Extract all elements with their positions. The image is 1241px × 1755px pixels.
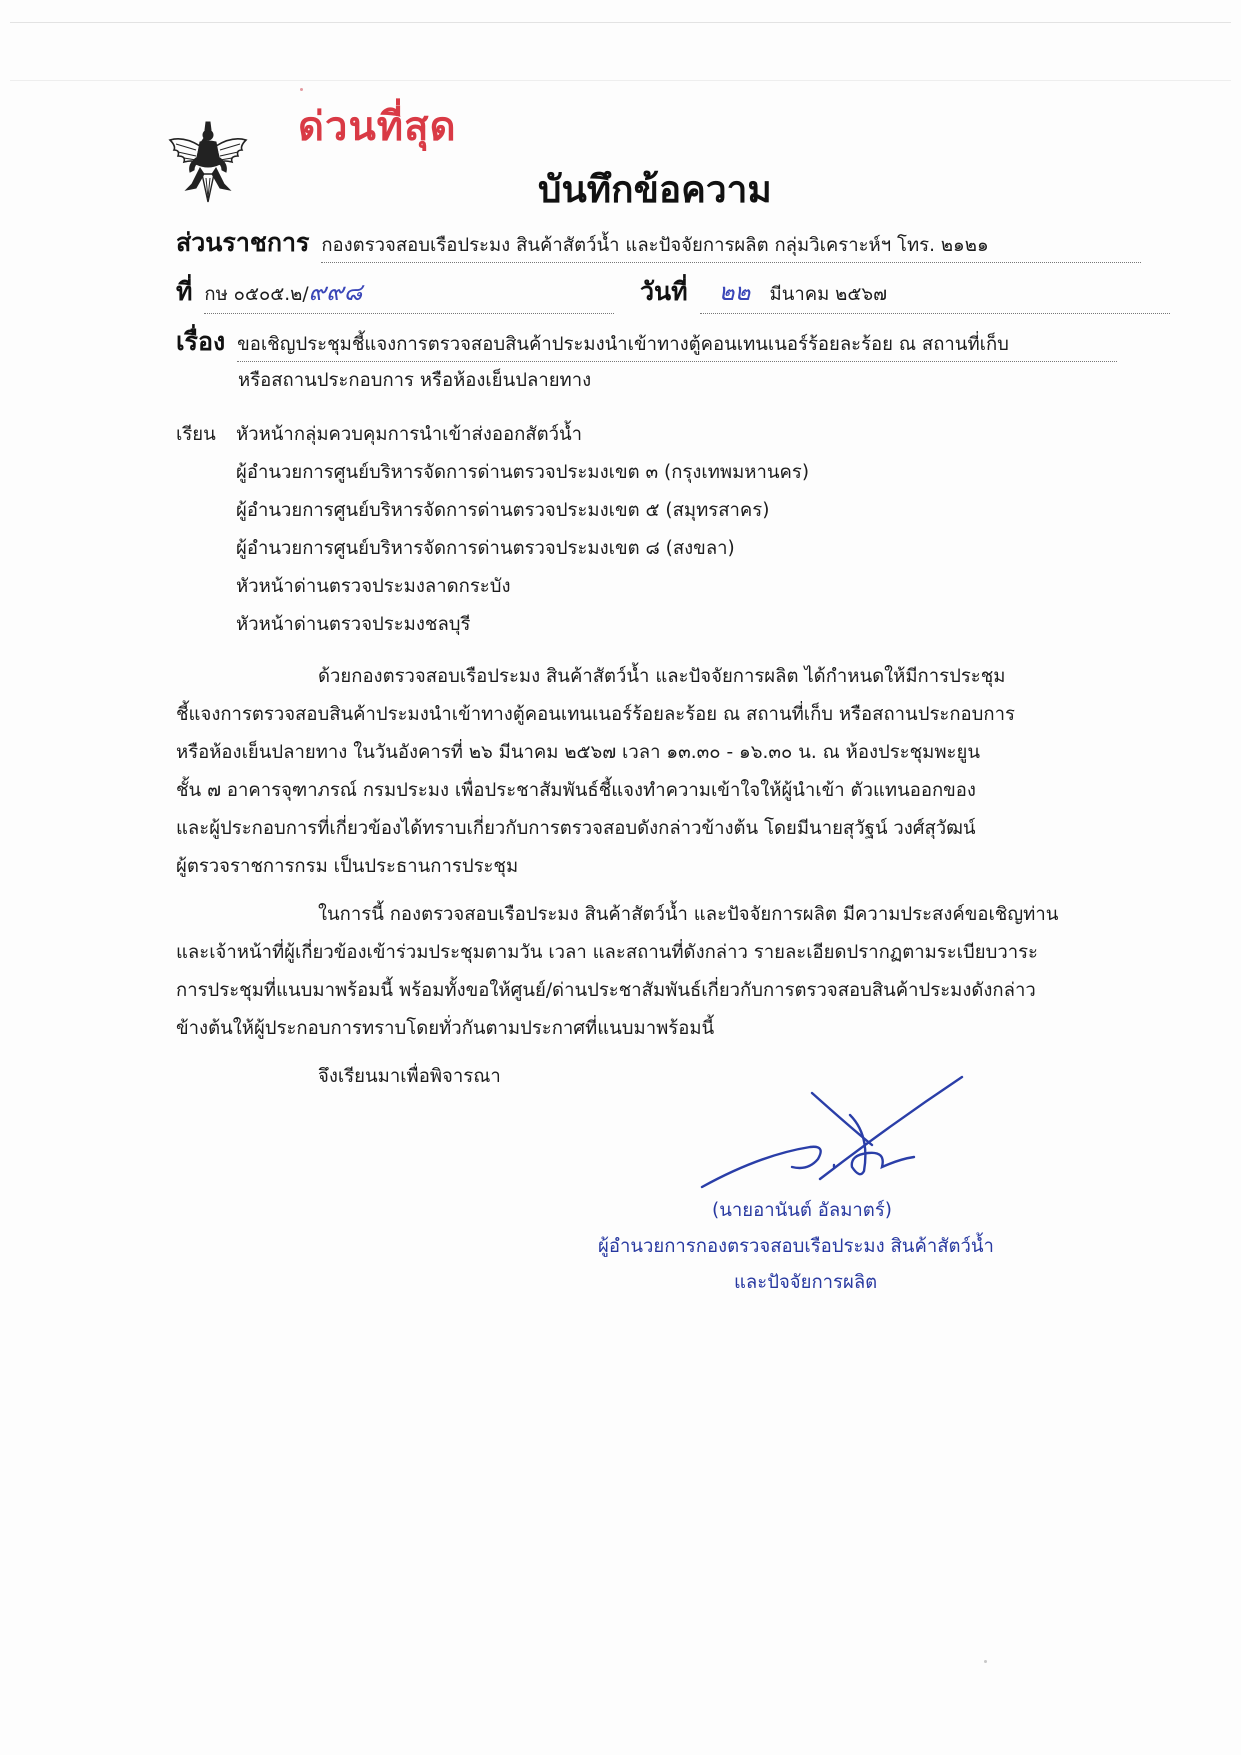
date-label: วันที่ [640,277,688,306]
reference-label: ที่ [176,277,193,306]
memo-title: บันทึกข้อความ [538,168,772,211]
department-row [176,223,1141,263]
reference-handwritten: ๙๙๘ [308,278,363,306]
paragraph-line: ผู้ตรวจราชการกรม เป็นประธานการประชุม [176,856,519,877]
date-text: มีนาคม ๒๕๖๗ [769,284,888,305]
reference-row [176,272,614,314]
paragraph-line: และเจ้าหน้าที่ผู้เกี่ยวข้องเข้าร่วมประชุมตามวัน เวลา และสถานที่ดังกล่าว รายละเอียดปรากฏตามระเบียบวาระ [176,942,1038,963]
subject-text-1: ขอเชิญประชุมชี้แจงการตรวจสอบสินค้าประมงนำเข้าทางตู้คอนเทนเนอร์ร้อยละร้อย ณ สถานที่เก็บ [237,334,1009,355]
paragraph-line: ข้างต้นให้ผู้ประกอบการทราบโดยทั่วกันตามประกาศที่แนบมาพร้อมนี้ [176,1018,715,1039]
scan-speck [984,1660,987,1663]
recipient-item: หัวหน้าด่านตรวจประมงลาดกระบัง [236,576,511,597]
subject-row [176,322,1117,362]
recipient-item: ผู้อำนวยการศูนย์บริหารจัดการด่านตรวจประมงเขต ๕ (สมุทรสาคร) [236,500,770,521]
signatory-title-2: และปัจจัยการผลิต [734,1272,878,1293]
scan-edge-line [10,80,1231,81]
reference-value [204,272,614,314]
signatory-name: (นายอานันต์ อัลมาตร์) [712,1200,892,1221]
recipient-item: ผู้อำนวยการศูนย์บริหารจัดการด่านตรวจประมงเขต ๓ (กรุงเทพมหานคร) [236,462,810,483]
garuda-emblem-icon [166,118,250,208]
closing-line: จึงเรียนมาเพื่อพิจารณา [318,1066,501,1087]
recipient-item: หัวหน้ากลุ่มควบคุมการนำเข้าส่งออกสัตว์น้ำ [236,424,583,445]
paragraph-line: ในการนี้ กองตรวจสอบเรือประมง สินค้าสัตว์น้ำ และปัจจัยการผลิต มีความประสงค์ขอเชิญท่าน [318,904,1059,925]
date-row [640,272,1170,314]
date-handwritten: ๒๒ [718,278,751,306]
subject-line-2: หรือสถานประกอบการ หรือห้องเย็นปลายทาง [238,370,592,391]
paragraph-line: ชี้แจงการตรวจสอบสินค้าประมงนำเข้าทางตู้คอนเทนเนอร์ร้อยละร้อย ณ สถานที่เก็บ หรือสถานประกอบการ [176,704,1015,725]
paragraph-line: ด้วยกองตรวจสอบเรือประมง สินค้าสัตว์น้ำ และปัจจัยการผลิต ได้กำหนดให้มีการประชุม [318,666,1006,687]
scan-speck [300,88,303,91]
department-text: กองตรวจสอบเรือประมง สินค้าสัตว์น้ำ และปัจจัยการผลิต กลุ่มวิเคราะห์ฯ โทร. ๒๑๒๑ [321,235,989,256]
date-value [700,272,1170,314]
signatory-title-1: ผู้อำนวยการกองตรวจสอบเรือประมง สินค้าสัตว์น้ำ [598,1236,994,1257]
reference-text: กษ ๐๕๐๕.๒/ [204,284,309,305]
subject-line-1 [237,330,1117,362]
recipient-item: หัวหน้าด่านตรวจประมงชลบุรี [236,614,471,635]
department-value [321,231,1141,263]
paragraph-line: หรือห้องเย็นปลายทาง ในวันอังคารที่ ๒๖ มีนาคม ๒๕๖๗ เวลา ๑๓.๓๐ - ๑๖.๓๐ น. ณ ห้องประชุมพะยูน [176,742,980,763]
paragraph-line: และผู้ประกอบการที่เกี่ยวข้องได้ทราบเกี่ยวกับการตรวจสอบดังกล่าวข้างต้น โดยมีนายสุวัฐน์ วงศ์สุวัฒน์ [176,818,976,839]
paragraph-line: การประชุมที่แนบมาพร้อมนี้ พร้อมทั้งขอให้ศูนย์/ด่านประชาสัมพันธ์เกี่ยวกับการตรวจสอบสินค้าประมงดังกล่าว [176,980,1036,1001]
paragraph-line: ชั้น ๗ อาคารจุฑาภรณ์ กรมประมง เพื่อประชาสัมพันธ์ชี้แจงทำความเข้าใจให้ผู้นำเข้า ตัวแทนออกของ [176,780,976,801]
subject-label: เรื่อง [176,327,226,356]
salutation-label: เรียน [176,424,216,445]
recipient-item: ผู้อำนวยการศูนย์บริหารจัดการด่านตรวจประมงเขต ๘ (สงขลา) [236,538,735,559]
handwritten-signature [700,1075,970,1195]
urgency-stamp: ด่วนที่สุด [298,104,457,150]
scan-edge-top [10,22,1231,23]
department-label: ส่วนราชการ [176,228,310,257]
